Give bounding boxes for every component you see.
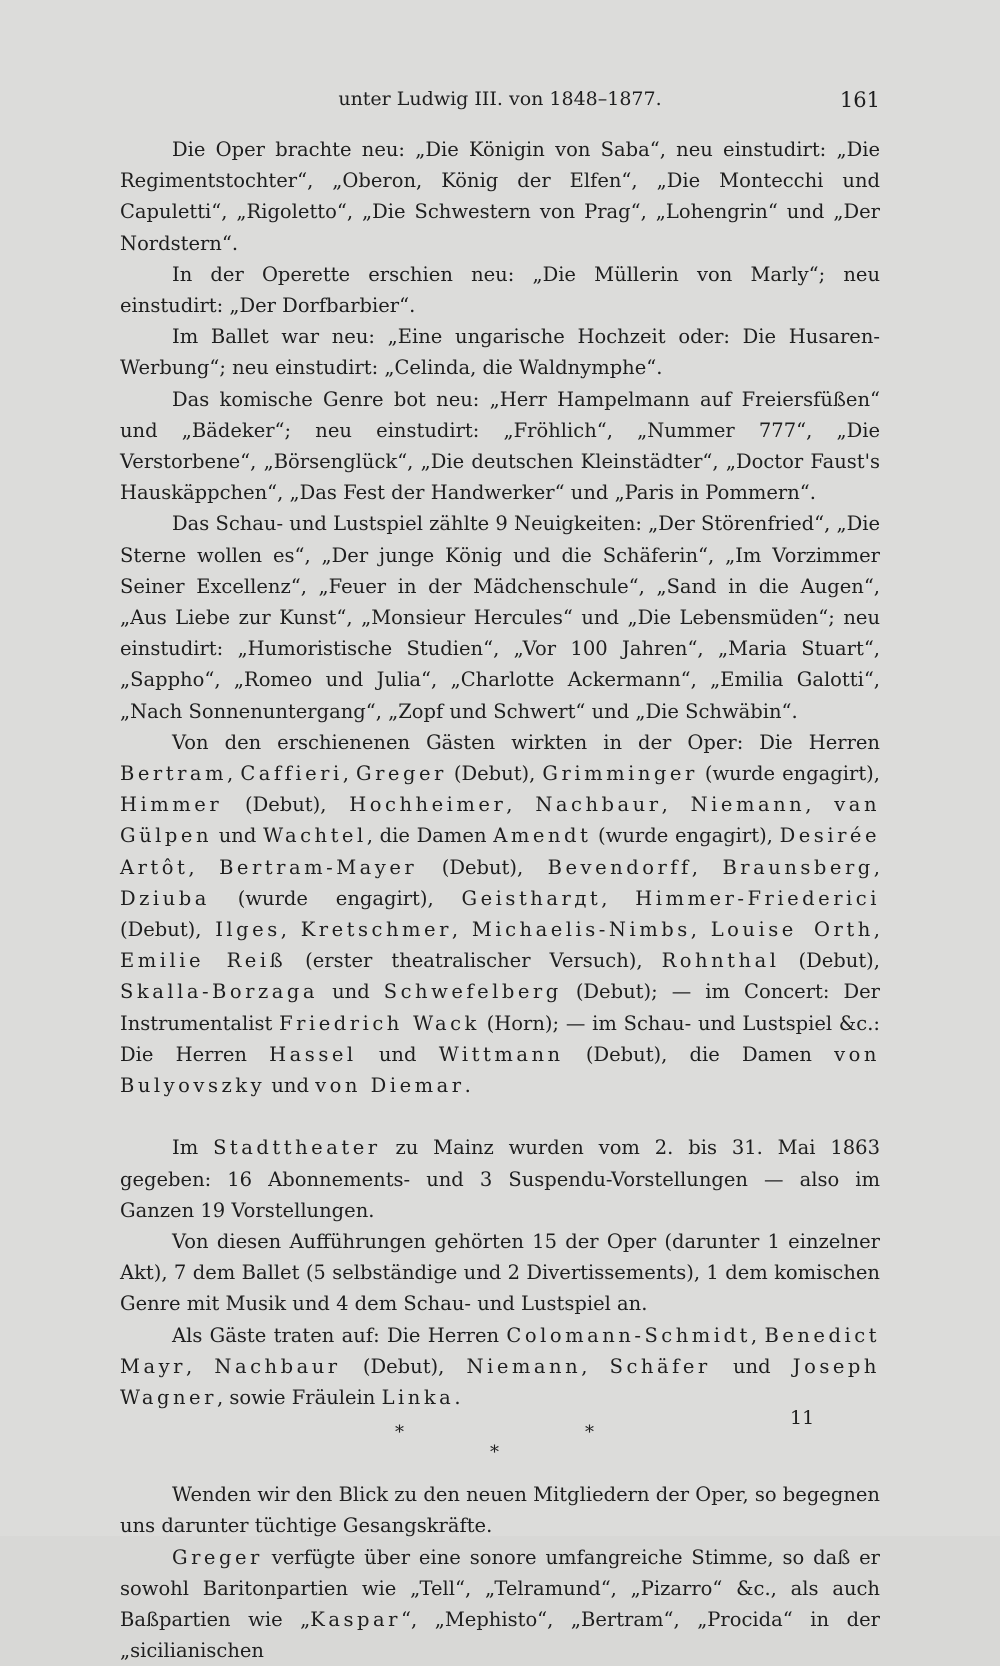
text-run: , [342,762,356,786]
text-run: , [185,1354,215,1378]
guest-name: Rohnthal [661,949,780,973]
guest-name: von Diemar [315,1074,465,1098]
text-run: (Debut), [340,1354,467,1378]
text-run: , [661,793,691,817]
guest-name: Amendt [493,824,592,848]
guest-name: Michaelis-Nimbs [471,918,691,942]
text-run: . [454,1385,461,1409]
printer-signature-mark: 11 [790,1407,815,1429]
text-run: (wurde engagirt), [209,886,462,910]
guest-name: Schäfer [609,1354,711,1378]
text-run: . [464,1074,471,1098]
paragraph-mainz [120,1132,880,1226]
city-name: Mainz [433,1136,494,1160]
text-run: , [451,918,472,942]
text-run: (wurde engagirt), [697,762,880,786]
text-run: Von den erschienenen Gästen wirkten in der Oper: Die Herren [172,730,880,754]
guest-name: Niemann [690,793,806,817]
text-run: , [691,855,723,879]
guest-name: Grimminger [542,762,698,786]
text-run: , [805,793,835,817]
paragraph-comic-genre: Das komische Genre bot neu: „Herr Hampelmann auf Freiersfüßen“ und „Bädeker“; neu einstudirt: „Fröhlich“, „Nummer 777“, „Die Verstorbene“, „Börsenglück“, „Die deutschen Kleinstädter“, „Doctor Faust's Hauskäppchen“, „Das Fest der Handwerker“ und „Paris in Pommern“. [120,387,880,505]
body-text [120,134,880,1666]
text-run: und [212,824,264,848]
text-run: (Debut), [417,855,548,879]
guest-name: Greger [355,762,447,786]
page-number: 161 [839,88,880,112]
guest-name: Bertram-Mayer [219,855,418,879]
asterisk: * [490,1442,499,1464]
paragraph-guests [120,727,880,1101]
guest-name: Linka [381,1385,455,1409]
text-run: und [356,1042,439,1066]
text-run: (Horn); — im Schau- und Lustspiel &c.: Die Herren [120,1011,880,1066]
paragraph-mainz-guests [120,1320,880,1414]
section-break-asterisks [120,1417,880,1479]
text-run: , [227,762,241,786]
text-run: und [318,980,384,1004]
guest-name: Wachtel [263,824,367,848]
guest-name: Louise Orth [710,918,874,942]
paragraph-opera: Die Oper brachte neu: „Die Königin von Saba“, neu einstudirt: „Die Regimentstochter“, „Oberon, König der Elfen“, „Die Montecchi und Capuletti“, „Rigoletto“, „Die Schwestern von Prag“, „Lohengrin“ und „Der Nordstern“. [120,138,880,255]
text-run: wurden vom 2. bis 31. Mai 1863 gegeben: 16 Abonnements- und 3 Suspendu-Vorstellungen — also im Ganzen 19 Vorstellungen. [120,1136,880,1222]
guest-name: Joseph Wagner [120,1354,880,1409]
guest-name: Hochheimer [349,793,507,817]
text-run: , [873,918,880,942]
text-run: , [188,855,220,879]
guest-name: Hassel [269,1042,357,1066]
text-run: (wurde engagirt), [591,824,780,848]
guest-name: Wittmann [438,1042,564,1066]
guest-name: Caffieri [240,762,343,786]
text-run: (Debut); — im Concert: Der Instrumentalist [120,980,881,1035]
paragraph-ballet: Im Ballet war neu: „Eine ungarische Hochzeit oder: Die Husaren-Werbung“; neu einstudirt: „Celinda, die Waldnymphe“. [120,325,880,380]
text-run: und [710,1354,793,1378]
guest-name: Himmer-Friederici [635,886,880,910]
text-run: , [280,918,301,942]
guest-name: Dziuba [120,886,210,910]
guest-name: Desirée Artôt [120,824,880,879]
text-run: , sowie Fräulein [216,1385,382,1409]
guest-name: van Gülpen [120,793,881,848]
text-run: , [750,1323,765,1347]
text-run: verfügte über eine sonore umfangreiche Stimme, so daß er sowohl Baritonpartien wie „Tell“, „Telramund“, „Pizarro“ &c., als auch Baßpartien wie „ [120,1545,880,1631]
asterisk: * [395,1422,404,1444]
guest-name: Niemann [466,1354,582,1378]
running-title: unter Ludwig III. von 1848–1877. [338,88,662,110]
guest-name: Skalla-Borzaga [120,980,319,1004]
guest-name: Colomann-Schmidt [506,1323,751,1347]
role-name: Kaspar [310,1607,401,1631]
guest-name: Nachbaur [214,1354,341,1378]
text-run: , [506,793,536,817]
guest-name: Schwefelberg [383,980,562,1004]
guest-name: Emilie Reiß [120,949,287,973]
text-run: (Debut), die Damen [563,1042,835,1066]
text-run: (Debut), [446,762,543,786]
text-run: (Debut), [222,793,350,817]
text-run: , [601,886,636,910]
text-run: , [873,855,880,879]
guest-name: Ilges [215,918,281,942]
text-run: , die Damen [366,824,494,848]
guest-name: Kretschmer [300,918,452,942]
text-run: Als Gäste traten auf: Die Herren [172,1323,507,1347]
guest-name: Friedrich Wack [279,1011,480,1035]
singer-name: Greger [172,1545,263,1569]
guest-name: Benedict Mayr [120,1323,880,1378]
guest-name: Braunsberg [722,855,874,879]
paragraph-operetta: In der Operette erschien neu: „Die Müllerin von Marly“; neu einstudirt: „Der Dorfbarbier“. [120,262,880,318]
text-run: und [265,1074,316,1098]
text-run: “, „Mephisto“, „Bertram“, „Procida“ in der „sicilianischen [120,1607,880,1663]
paragraph-performances: Von diesen Aufführungen gehörten 15 der Oper (darunter 1 einzelner Akt), 7 dem Ballet (5 selbständige und 2 Divertissements), 1 dem komischen Genre mit Musik und 4 dem Schau- und Lustspiel an. [120,1229,880,1316]
paragraph-greger [120,1542,880,1666]
guest-name: Himmer [120,793,223,817]
text-run: zu [380,1136,434,1160]
venue-name: Stadttheater [213,1136,381,1160]
text-run: (Debut), [779,949,880,973]
guest-name: von Bulyovszky [120,1042,880,1098]
running-head [120,88,880,118]
text-run: , [581,1354,610,1378]
guest-name: Nachbaur [535,793,662,817]
guest-name: Bertram [120,762,228,786]
text-run: , [690,918,711,942]
text-run: (erster theatralischer Versuch), [286,949,662,973]
text-run: Im [172,1136,214,1160]
text-run: (Debut), [120,918,216,942]
guest-name: Bevendorff [547,855,692,879]
paragraph-drama: Das Schau- und Lustspiel zählte 9 Neuigkeiten: „Der Störenfried“, „Die Sterne wollen es“, „Der junge König und die Schäferin“, „Im Vorzimmer Seiner Excellenz“, „Feuer in der Mädchenschule“, „Sand in die Augen“, „Aus Liebe zur Kunst“, „Monsieur Hercules“ und „Die Lebensmüden“; neu einstudirt: „Humoristische Studien“, „Vor 100 Jahren“, „Maria Stuart“, „Sappho“, „Romeo und Julia“, „Charlotte Ackermann“, „Emilia Galotti“, „Nach Sonnenuntergang“, „Zopf und Schwert“ und „Die Schwäbin“. [120,512,881,723]
paragraph-new-members: Wenden wir den Blick zu den neuen Mitgliedern der Oper, so begegnen uns darunter tüchtige Gesangskräfte. [120,1483,880,1538]
guest-name: Geistharдt [461,886,602,910]
asterisk: * [585,1422,594,1444]
